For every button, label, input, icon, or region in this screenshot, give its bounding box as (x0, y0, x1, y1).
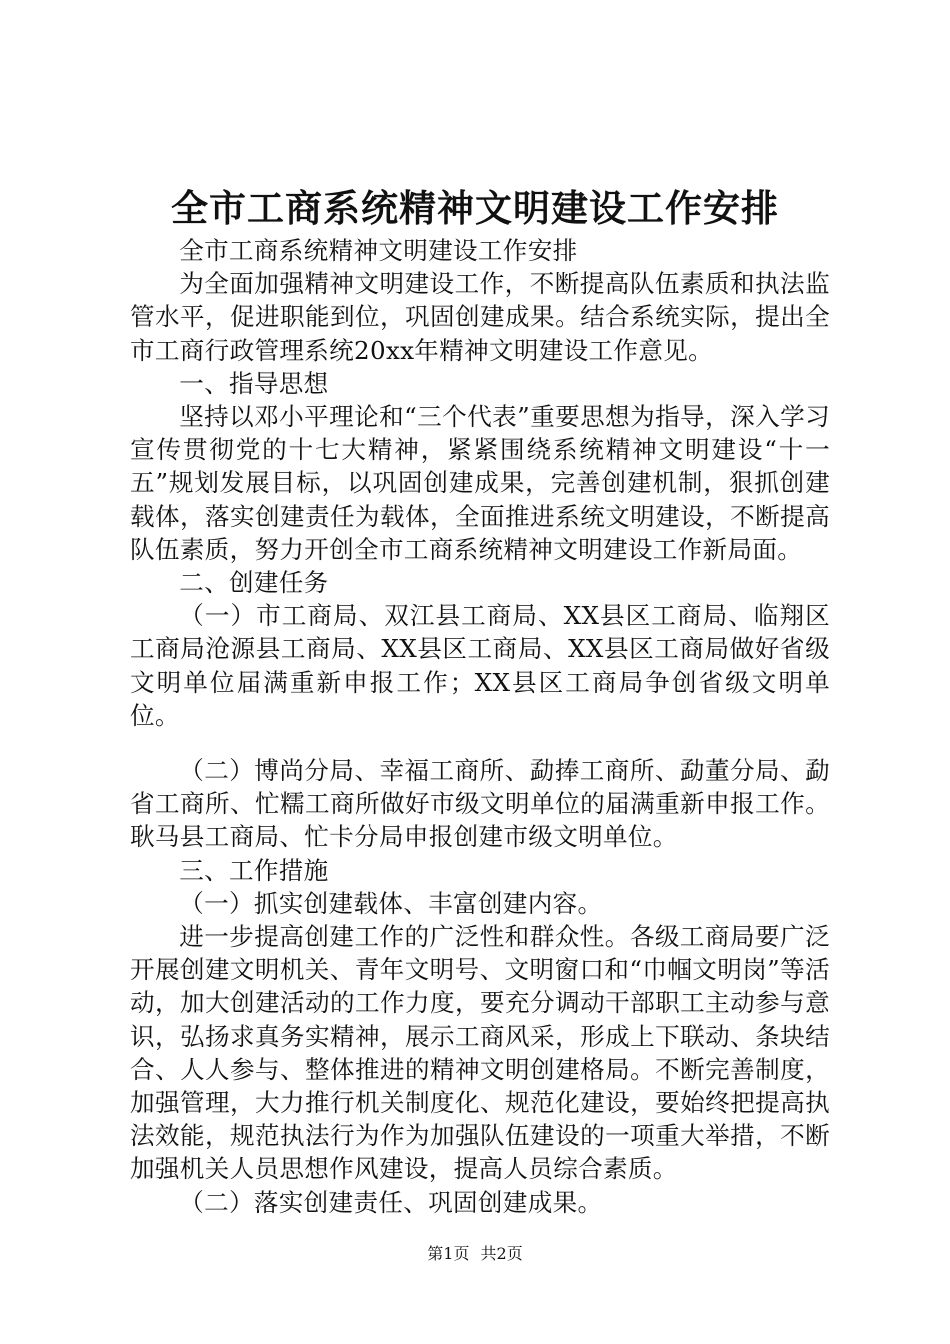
page-footer (0, 1244, 950, 1264)
section-heading-tasks: 二、创建任务 (179, 568, 329, 598)
document-title: 全市工商系统精神文明建设工作安排 (171, 186, 779, 230)
paragraph-task-2: （二）博尚分局、幸福工商所、勐捧工商所、勐董分局、勐省工商所、忙糯工商所做好市级文明单位的届满重新申报工作。耿马县工商局、忙卡分局申报创建市级文明单位。 (130, 756, 830, 852)
paragraph-measure-1: 进一步提高创建工作的广泛性和群众性。各级工商局要广泛开展创建文明机关、青年文明号、文明窗口和“巾帼文明岗”等活动，加大创建活动的工作力度，要充分调动干部职工主动参与意识，弘扬求真务实精神，展示工商风采，形成上下联动、条块结合、人人参与、整体推进的精神文明创建格局。不断完善制度，加强管理，大力推行机关制度化、规范化建设，要始终把提高执法效能，规范执法行为作为加强队伍建设的一项重大举措，不断加强机关人员思想作风建设，提高人员综合素质。 (130, 922, 830, 1184)
paragraph-guiding-thought: 坚持以邓小平理论和“三个代表”重要思想为指导，深入学习宣传贯彻党的十七大精神，紧紧围绕系统精神文明建设“十一五”规划发展目标，以巩固创建成果，完善创建机制，狠抓创建载体，落实创建责任为载体，全面推进系统文明建设，不断提高队伍素质，努力开创全市工商系统精神文明建设工作新局面。 (130, 402, 830, 564)
page-number-total: 共2页 (480, 1244, 523, 1263)
paragraph-intro: 为全面加强精神文明建设工作，不断提高队伍素质和执法监管水平，促进职能到位，巩固创建成果。结合系统实际，提出全市工商行政管理系统20xx年精神文明建设工作意见。 (130, 269, 830, 365)
paragraph-task-1: （一）市工商局、双江县工商局、XX县区工商局、临翔区工商局沧源县工商局、XX县区工商局、XX县区工商局做好省级文明单位届满重新申报工作；XX县区工商局争创省级文明单位。 (130, 601, 830, 730)
document-body (130, 234, 830, 1219)
paragraph-heading-repeat: 全市工商系统精神文明建设工作安排 (179, 236, 578, 265)
section-heading-guiding-thought: 一、指导思想 (179, 368, 329, 398)
subheading-measure-1: （一）抓实创建载体、丰富创建内容。 (179, 888, 603, 918)
subheading-measure-2: （二）落实创建责任、巩固创建成果。 (179, 1187, 603, 1217)
page-number-current: 第1页 (427, 1244, 470, 1263)
section-heading-measures: 三、工作措施 (179, 855, 329, 885)
